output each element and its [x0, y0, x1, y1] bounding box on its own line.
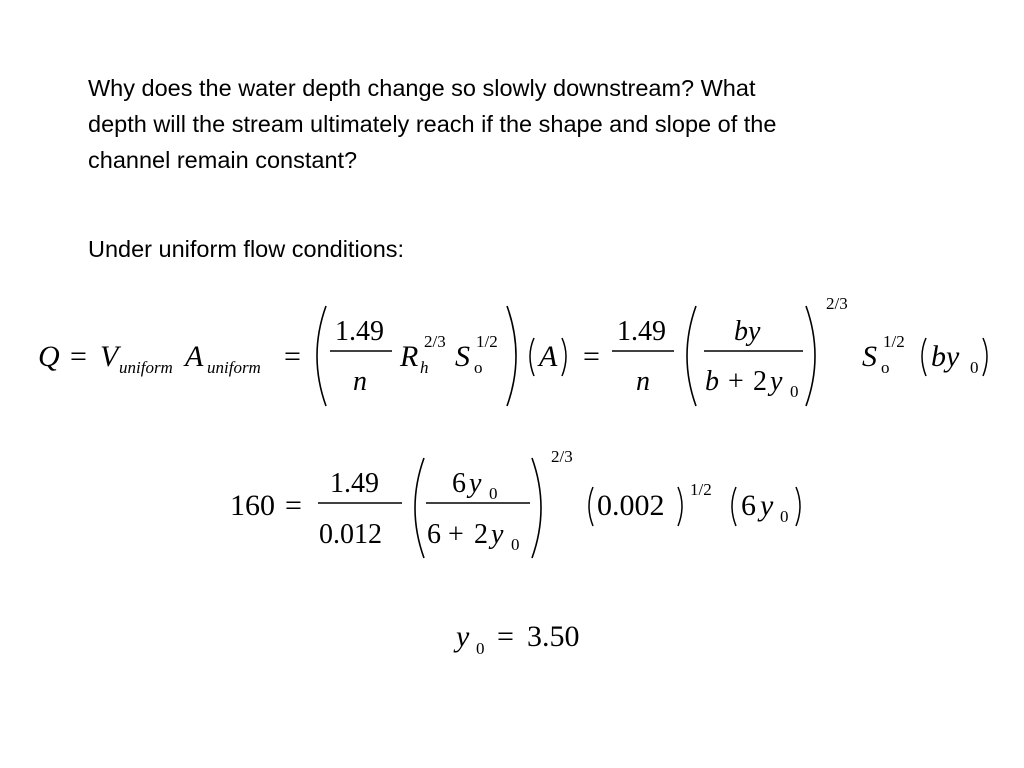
eq2-y-num-subscript: 0	[489, 484, 498, 503]
eq1-paren-by-right	[983, 338, 987, 376]
eq1-area: A	[539, 340, 558, 373]
eq1-paren-left	[317, 306, 326, 406]
eq3-result: 3.50	[527, 620, 580, 653]
eq3-y-subscript: 0	[476, 639, 485, 658]
eq2-two: 2	[474, 519, 488, 550]
eq1-n-2: n	[636, 366, 650, 397]
eq2-y-area: y	[760, 489, 774, 522]
eq1-ratio-exponent: 2/3	[826, 294, 848, 313]
eq2-paren-right	[532, 458, 541, 558]
eq1-two: 2	[753, 366, 767, 397]
eq2-paren-area-right	[796, 487, 800, 526]
eq2-plus: +	[448, 519, 464, 550]
eq2-six-den: 6	[427, 519, 441, 550]
eq1-equals-2: =	[284, 340, 301, 373]
eq2-y-den: y	[491, 519, 504, 550]
eq2-paren-slope-right	[678, 487, 682, 526]
eq1-paren-a-right	[562, 338, 566, 376]
eq1-s2-exponent: 1/2	[883, 332, 905, 351]
eq2-ratio-exponent: 2/3	[551, 447, 573, 466]
eq1-s-exponent: 1/2	[476, 332, 498, 351]
eq1-n-1: n	[353, 366, 367, 397]
eq1-by: by	[734, 316, 761, 347]
eq1-y: y	[770, 366, 783, 397]
eq1-s-2: S	[862, 340, 877, 373]
eq1-s: S	[455, 340, 470, 373]
eq2-six-area: 6	[741, 489, 756, 522]
eq1-paren-by-left	[922, 338, 926, 376]
eq1-v-subscript: uniform	[119, 358, 173, 377]
eq2-paren-left	[415, 458, 424, 558]
eq1-y-subscript: 0	[790, 382, 799, 401]
question-line-1: Why does the water depth change so slowly downstream? What	[88, 75, 756, 101]
eq1-coef-1: 1.49	[335, 316, 384, 347]
eq1-by2-subscript: 0	[970, 358, 979, 377]
eq2-n-value: 0.012	[319, 519, 382, 550]
eq2-equals: =	[285, 489, 302, 522]
eq1-s-subscript: o	[474, 358, 483, 377]
uniform-flow-intro: Under uniform flow conditions:	[88, 236, 405, 262]
eq1-a: A	[185, 340, 204, 373]
eq2-coef: 1.49	[330, 468, 379, 499]
question-line-2: depth will the stream ultimately reach if the shape and slope of the	[88, 111, 777, 137]
eq1-q: Q	[38, 340, 60, 373]
eq2-paren-slope-left	[589, 487, 593, 526]
eq1-plus: +	[728, 366, 744, 397]
eq3-equals: =	[497, 620, 514, 653]
eq1-paren-a-left	[530, 338, 534, 376]
eq1-r-subscript: h	[420, 358, 429, 377]
eq1-paren-ratio-right	[806, 306, 815, 406]
eq2-slope-exponent: 1/2	[690, 480, 712, 499]
eq2-y-den-subscript: 0	[511, 535, 520, 554]
substitution-equation	[230, 447, 800, 558]
eq2-paren-area-left	[732, 487, 736, 526]
eq2-lhs: 160	[230, 489, 275, 522]
result-equation	[453, 620, 580, 658]
eq1-by-2: by	[931, 340, 960, 373]
eq1-coef-2: 1.49	[617, 316, 666, 347]
eq1-r: R	[400, 340, 419, 373]
eq2-y-num: y	[469, 468, 482, 499]
eq2-slope: 0.002	[597, 489, 665, 522]
eq1-equals-1: =	[70, 340, 87, 373]
eq1-s2-subscript: o	[881, 358, 890, 377]
manning-equation	[38, 294, 987, 406]
eq1-v: V	[100, 340, 119, 373]
eq1-paren-right	[507, 306, 516, 406]
eq3-y: y	[456, 620, 470, 653]
eq2-six-num: 6	[452, 468, 466, 499]
eq1-b: b	[705, 366, 719, 397]
eq1-r-exponent: 2/3	[424, 332, 446, 351]
eq1-paren-ratio-left	[687, 306, 696, 406]
eq2-y-area-subscript: 0	[780, 507, 789, 526]
eq1-a-subscript: uniform	[207, 358, 261, 377]
question-line-3: channel remain constant?	[88, 147, 358, 173]
eq1-equals-3: =	[583, 340, 600, 373]
